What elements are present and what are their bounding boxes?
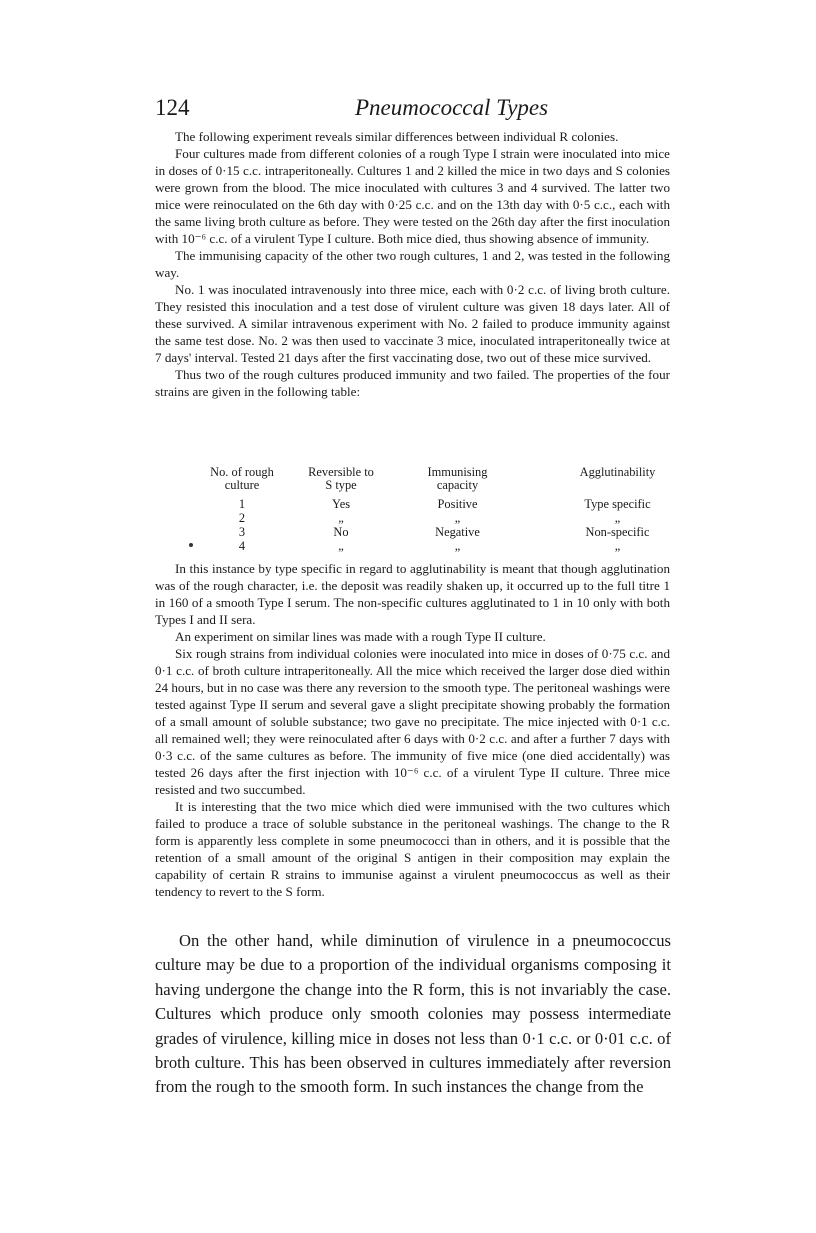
paragraph: On the other hand, while diminution of virulence in a pneumococcus culture may be due to a proportion of the individual organisms composing it having undergone the change into the R form, this is not invariably the case. Cultures which produce only smooth colonies may possess intermediate grades of virulence, killing mice in doses not less than 0·1 c.c. or 0·01 c.c. of broth culture. This has been observed in cultures immediately after reversion from the rough to the smooth form. In such instances the change from the — [155, 931, 671, 1097]
page-number: 124 — [155, 95, 190, 120]
table-header-culture — [197, 466, 287, 491]
section-small-text-1 — [155, 128, 670, 400]
table-header-agglutinability — [560, 466, 675, 479]
paragraph: The immunising capacity of the other two rough cultures, 1 and 2, was tested in the following way. — [155, 248, 670, 280]
culture-properties-table — [155, 466, 670, 556]
paragraph: Four cultures made from different colonies of a rough Type I strain were inoculated into mice in doses of 0·15 c.c. intraperitoneally. Cultures 1 and 2 killed the mice in two days and S colonies were grown from the blood. The mice inoculated with cultures 3 and 4 survived. The latter two mice were reinoculated on the 6th day with 0·25 c.c. and on the 13th day with 0·5 c.c., each with the same living broth culture as before. They were tested on the 26th day after the first inoculation with 10⁻⁶ c.c. of a virulent Type I culture. Both mice died, thus showing absence of immunity. — [155, 146, 670, 246]
table-cell: Negative — [435, 525, 480, 539]
table-header-line: culture — [224, 477, 260, 492]
table-header-reversible — [295, 466, 387, 491]
table-cell: 1 — [238, 497, 246, 511]
table-cell: 4 — [238, 539, 246, 553]
paragraph: It is interesting that the two mice which died were immunised with the two cultures which failed to produce a trace of soluble substance in the peritoneal washings. The change to the R form is apparently less complete in some pneumococci than in others, and it is possible that the retention of a small amount of the original S antigen in their composition may explain the capability of certain R strains to immunise against a virulent pneumococcus as well as their tendency to revert to the S form. — [155, 799, 670, 899]
paragraph: An experiment on similar lines was made with a rough Type II culture. — [175, 629, 546, 644]
table-cell: „ — [338, 511, 344, 525]
table-header-line: Agglutinability — [579, 465, 656, 479]
table-cell: 3 — [238, 525, 246, 539]
table-header-line: Immunising — [427, 465, 488, 479]
section-large-text — [155, 929, 671, 1100]
table-row — [155, 540, 670, 553]
table-cell: „ — [454, 511, 461, 525]
paragraph: No. 1 was inoculated intravenously into three mice, each with 0·2 c.c. of living broth culture. They resisted this inoculation and a test dose of virulent culture was given 18 days later. All of these survived. A similar intravenous experiment with No. 2 failed to produce immunity against the same test dose. No. 2 was then used to vaccinate 3 mice, inoculated intraperitoneally twice at 7 days' interval. Tested 21 days after the first vaccinating dose, two out of these mice survived. — [155, 282, 670, 365]
table-cell: Positive — [437, 497, 478, 511]
table-header-line: S type — [325, 477, 357, 492]
table-row — [155, 498, 670, 511]
stray-mark — [189, 543, 193, 547]
paragraph: Six rough strains from individual colonies were inoculated into mice in doses of 0·75 c.c. and 0·1 c.c. of broth culture intraperitoneally. All the mice which received the larger dose died within 24 hours, but in no case was there any reversion to the smooth type. The peritoneal washings were tested against Type II serum and several gave a slight precipitate showing probably the formation of a small amount of soluble substance; two gave no precipitate. The mice injected with 0·1 c.c. all remained well; they were reinoculated after 6 days with 0·2 c.c. and after a further 7 days with 0·3 c.c. of the same cultures as before. The immunity of five mice (one died accidentally) was tested 26 days after the first injection with 10⁻⁶ c.c. of a virulent Type II culture. Three mice resisted and two succumbed. — [155, 646, 671, 797]
table-cell: Non-specific — [585, 525, 650, 539]
table-header-line: Reversible to — [308, 465, 374, 479]
table-cell: „ — [614, 539, 621, 553]
running-title: Pneumococcal Types — [355, 95, 549, 120]
table-header-immunising — [410, 466, 505, 491]
table-header-line: No. of rough — [210, 465, 274, 479]
table-header-line: capacity — [436, 477, 479, 492]
table-row — [155, 512, 670, 525]
paragraph: Thus two of the rough cultures produced immunity and two failed. The properties of the four strains are given in the following table: — [155, 367, 670, 399]
table-cell: 2 — [238, 511, 246, 525]
table-row — [155, 526, 670, 539]
table-cell: „ — [338, 539, 344, 553]
section-small-text-2 — [155, 560, 670, 900]
page-header — [155, 95, 670, 127]
table-cell: „ — [614, 511, 621, 525]
paragraph: The following experiment reveals similar differences between individual R colonies. — [175, 129, 619, 144]
table-cell: „ — [454, 539, 461, 553]
paragraph: In this instance by type specific in regard to agglutinability is meant that though agglutination was of the rough character, i.e. the deposit was readily shaken up, it occurred up to the full titre 1 in 160 of a smooth Type I serum. The non-specific cultures agglutinated to 1 in 10 only with both Types I and II sera. — [155, 561, 670, 627]
table-cell: No — [333, 525, 349, 539]
table-cell: Type specific — [584, 497, 651, 511]
table-cell: Yes — [331, 497, 351, 511]
